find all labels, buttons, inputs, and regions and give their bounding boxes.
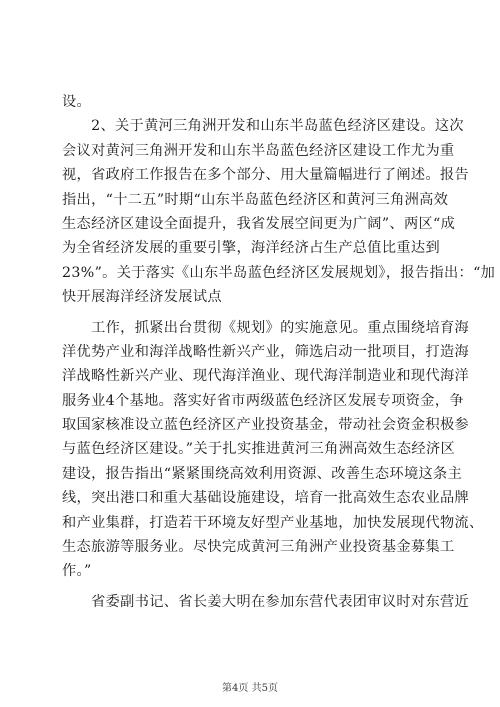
text-line: 取国家核准设立蓝色经济区产业投资基金，带动社会资金积极参	[62, 417, 470, 434]
document-body	[62, 90, 496, 614]
text-line: 指出，“十二五”时期“山东半岛蓝色经济区和黄河三角洲高效	[62, 191, 449, 208]
text-line: 作。”	[62, 563, 92, 580]
text-line: 生态旅游等服务业。尽快完成黄河三角洲产业投资基金募集工	[62, 539, 455, 556]
text-line: 省委副书记、省长姜大明在参加东营代表团审议时对东营近	[62, 593, 470, 610]
text-line: 设。	[62, 94, 92, 110]
text-line: 视，省政府工作报告在多个部分、用大量篇幅进行了阐述。报告	[62, 167, 470, 184]
text-line: 2、关于黄河三角洲开发和山东半岛蓝色经济区建设。这次	[62, 118, 464, 135]
text-line: 服务业4个基地。落实好省市两级蓝色经济区发展专项资金，争	[62, 392, 464, 409]
text-line: 洋优势产业和海洋战略性新兴产业，筛选启动一批项目，打造海	[62, 343, 470, 360]
text-line: 与蓝色经济区建设。”关于扎实推进黄河三角洲高效生态经济区	[62, 441, 456, 458]
text-line: 线，突出港口和重大基础设施建设，培育一批高效生态农业品牌	[62, 490, 470, 507]
text-line: 建设，报告指出“紧紧围绕高效利用资源、改善生态环境这条主	[62, 465, 463, 482]
text-line: 23%”。关于落实《山东半岛蓝色经济区发展规划》，报告指出：“加	[62, 264, 496, 281]
text-line: 生态经济区建设全面提升，我省发展空间更为广阔”、两区“成	[62, 215, 456, 232]
text-line: 会议对黄河三角洲开发和山东半岛蓝色经济区建设工作尤为重	[62, 142, 455, 159]
text-line: 快开展海洋经济发展试点	[62, 289, 222, 306]
text-line: 工作，抓紧出台贯彻《规划》的实施意见。重点围绕培育海	[62, 319, 470, 336]
text-line: 为全省经济发展的重要引擎，海洋经济占生产总值比重达到	[62, 240, 440, 257]
text-line: 洋战略性新兴产业、现代海洋渔业、现代海洋制造业和现代海洋	[62, 368, 470, 385]
page-number-footer: 第4页 共5页	[222, 683, 278, 694]
text-line: 和产业集群，打造若干环境友好型产业基地，加快发展现代物流、	[62, 514, 484, 531]
